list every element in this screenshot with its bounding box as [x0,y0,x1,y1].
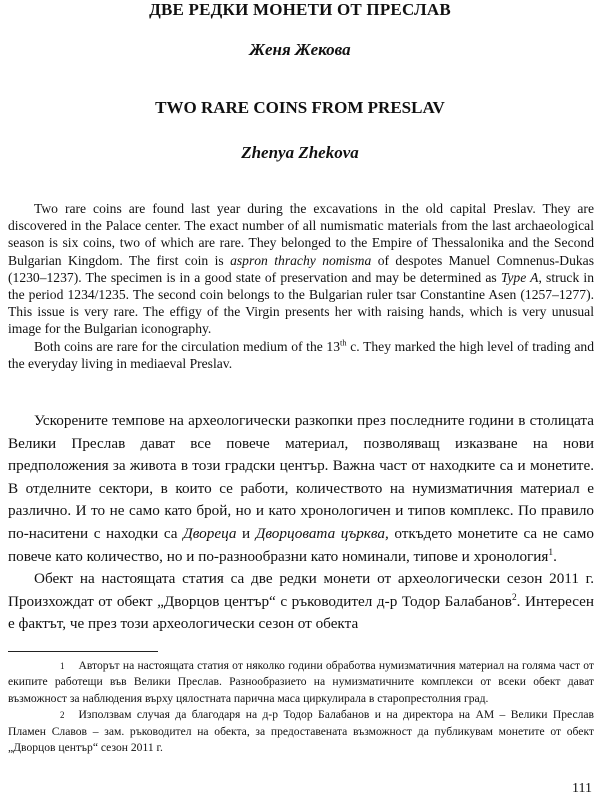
footnote-number: 1 [60,661,65,671]
english-author: Zhenya Zhekova [241,143,359,162]
body-text: , откъдето монетите са не само повече като количество, но и по-разнообразни като номинали, типове и хронология [8,524,595,565]
footnote-separator [8,651,158,652]
abstract-text: c. They marked the high level of trading and the everyday living in mediaeval Preslav. [8,338,594,371]
body-text: и [236,524,256,542]
footnote-text: Използвам случая да благодаря на д-р Тодор Балабанов и на директора на АМ – Велики Преслав Пламен Славов – зам. ръководител на обекта, за предоставената възможност да публикувам монетите от обект „Дворцов център“ сезон 2011 г. [8,708,594,755]
footnote-ref[interactable]: 2 [511,592,517,603]
footnotes [8,658,594,756]
abstract-text: , struck in the period 1234/1235. The second coin belongs to the Bulgarian ruler tsar Constantine Asen (1257–1277). This issue is very rare. The effigy of the Virgin presents her with raising hands, which is very unusual image for the Bulgarian iconography. [8,269,594,337]
english-abstract [8,200,594,372]
body-text: Ускорените темпове на археологически разкопки през последните години в столицата Велики Преслав дават все повече материал, позволяващ изказване на нови предположения за живота в този градски център. Важна част от находките са и монетите. В отделните сектори, в които се работи, количеството на нумизматичния материал е различно. И то не само като брой, но и като хронологичен и типов комплекс. По правило по-наситени с находки са [8,412,594,542]
abstract-italic-term: asprоn thrachy nomisma [230,252,372,268]
footnote-text: Авторът на настоящата статия от няколко години обработва нумизматичния материал на голяма част от екипите работещи във Велики Преслав. Разнообразието на нумизматичните комплекси от всеки обект дават възможност за наблюдения върху цялостната парична маса циркулирала в старопрестолния град. [8,659,594,705]
bulgarian-title: ДВЕ РЕДКИ МОНЕТИ ОТ ПРЕСЛАВ [149,0,451,19]
bulgarian-author: Женя Жекова [249,40,351,59]
footnote-number: 2 [60,710,65,721]
article-body [8,410,594,636]
body-paragraph-1 [8,410,594,568]
body-text: . [553,547,557,565]
page-number: 111 [572,781,592,796]
footnote-2 [8,707,594,756]
body-text: . Интересен е фактът, че през този археологически сезон от обекта [8,592,595,633]
footnote-ref[interactable]: 1 [548,547,554,558]
abstract-italic-term: Type A [500,269,539,285]
abstract-text: Both coins are rare for the circulation medium of the 13 [34,338,341,354]
abstract-paragraph-1 [8,200,594,338]
abstract-text: of despotes Manuel Comnenus-Dukas (1230–1237). The specimen is in a good state of preservation and may be determined as [8,252,594,285]
body-italic-term: Дворцовата църква [255,524,385,542]
ordinal-superscript: th [340,337,347,348]
body-italic-term: Двореца [183,524,237,542]
abstract-paragraph-2 [8,338,594,372]
body-text: Обект на настоящата статия са две редки монети от археологически сезон 2011 г. Произхождат от обект „Дворцов център“ с ръководител д-р Тодор Балабанов [8,570,594,610]
english-title: TWO RARE COINS FROM PRESLAV [155,98,445,117]
abstract-text: Two rare coins are found last year during the excavations in the old capital Preslav. They are discovered in the Palace center. The exact number of all numismatic materials from the last archaeological season is six coins, two of which are rare. They belonged to the Empire of Thessalonika and the Second Bulgarian Kingdom. The first coin is [8,201,594,268]
body-paragraph-2 [8,568,594,636]
footnote-1 [8,658,594,707]
